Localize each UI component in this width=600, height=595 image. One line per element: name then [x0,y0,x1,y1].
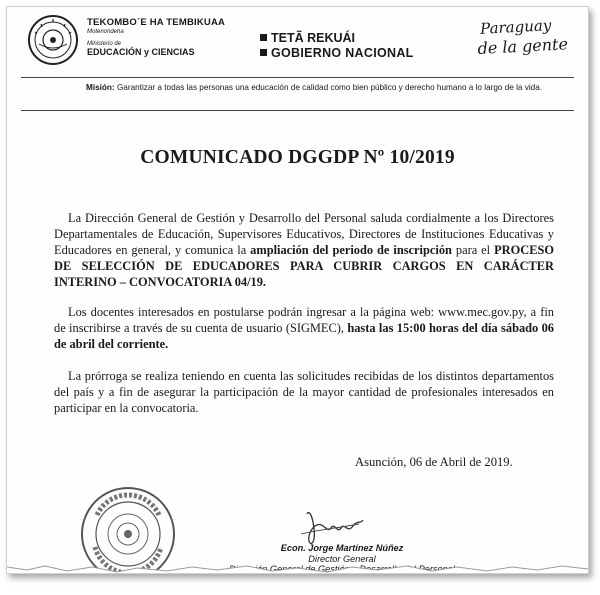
paragraph-2-bold: hasta las 15:00 horas del día sábado 06 de abril del corriente. [54,321,554,351]
gov-line1: TETÃ REKUÁI [271,31,356,45]
date-line: Asunción, 06 de Abril de 2019. [355,455,513,469]
signer-role: Director General [308,553,376,564]
ministry-seal-icon [27,14,79,66]
mission-statement [86,82,564,93]
paragraph-2-text: Los docentes interesados en postularse podrán ingresar a la página web: www.mec.gov.py, a fin de inscribirse a través de su cuenta de usuario (SIGMEC), [54,305,554,335]
ministry-line1: TEKOMBO´E HA TEMBIKUAA [87,17,226,28]
ministry-name [87,17,225,57]
letterhead [7,7,588,79]
brand-line1: Paraguay [479,16,552,38]
divider [21,110,574,111]
brand-logo [464,15,568,58]
signer-name: Econ. Jorge Martínez Núñez [280,543,404,553]
ministry-line4: EDUCACIÓN y CIENCIAS [87,47,195,57]
divider [21,77,574,78]
paragraph-1-text: La Dirección General de Gestión y Desarrollo del Personal saluda cordialmente a los Directores Departamentales de Educación, Supervisores Educativos, Directores de Instituciones Educativas y Educadores en general, y comunica la [54,211,554,257]
square-bullet-icon [260,49,267,56]
brand-line2: de la gente [477,34,569,59]
document-page [6,6,589,574]
gov-line2: GOBIERNO NACIONAL [271,46,414,60]
paragraph-2 [54,304,554,352]
document-title: COMUNICADO DGGDP Nº 10/2019 [140,147,455,168]
paragraph-1-bold: ampliación del periodo de inscripción [250,243,452,257]
square-bullet-icon [260,34,267,41]
document-body [54,210,554,430]
paragraph-1-text-2: para el [451,243,495,257]
paragraph-1-bold-2: PROCESO DE SELECCIÓN DE EDUCADORES PARA CUBRIR CARGOS EN CARÁCTER INTERINO – CONVOCATORIA 04/19. [54,243,554,289]
paragraph-1 [54,210,554,290]
mission-text: Garantizar a todas las personas una educación de calidad como bien público y derecho humano a lo largo de la vida. [116,83,543,92]
ministry-line2: Motenondeha [87,29,124,35]
government-label [260,31,414,61]
mission-label: Misión: [86,83,115,92]
ministry-line3: Ministerio de [87,41,122,47]
paragraph-3: La prórroga se realiza teniendo en cuenta las solicitudes recibidas de los distintos departamentos del país y a fin de asegurar la participación de la mayor cantidad de profesionales interesados en participar en la convocatoria. [54,369,554,415]
torn-edge [7,561,588,574]
